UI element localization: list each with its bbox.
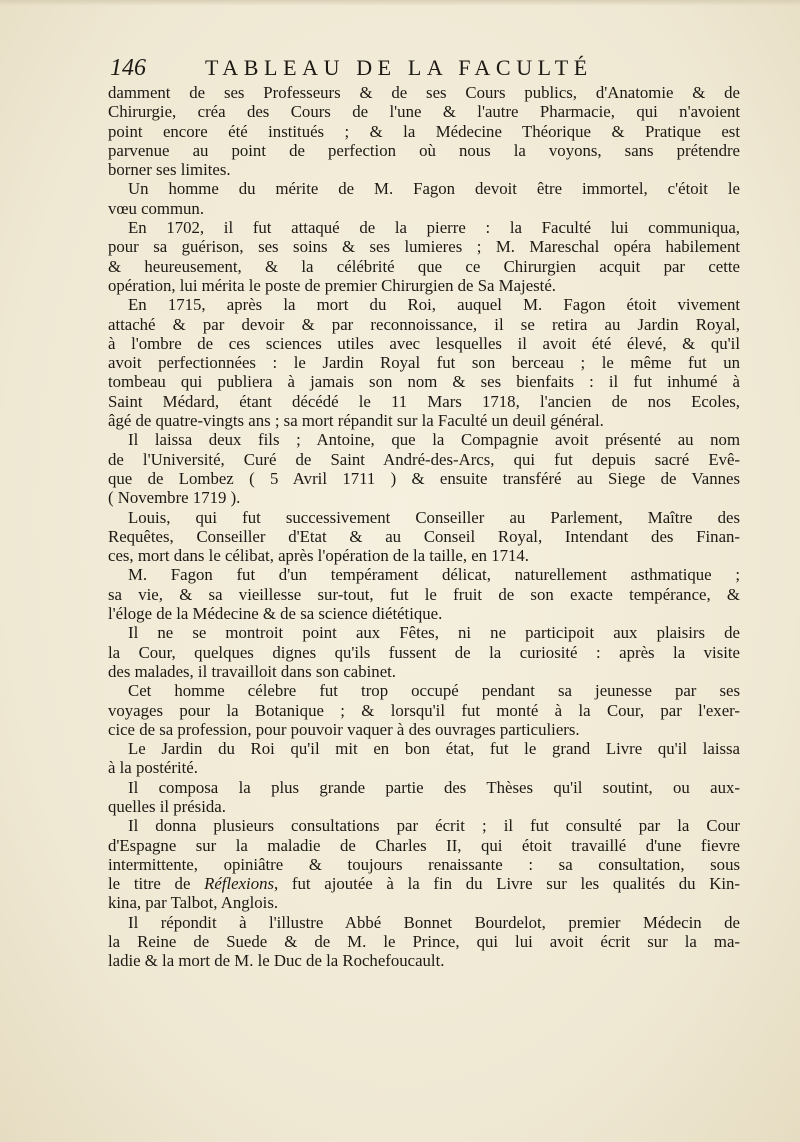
text-line: opération, lui mérita le poste de premier Chirurgien de Sa Majesté.: [108, 275, 556, 295]
text-line: En 1702, il fut attaqué de la pierre : la Faculté lui communiqua,: [128, 218, 740, 238]
running-title: TABLEAU DE LA FACULTÉ: [205, 55, 593, 80]
text-line: la Cour, quelques dignes qu'ils fussent de la curiosité : après la visite: [108, 642, 740, 662]
text-line: Saint Médard, étant décédé le 11 Mars 1718, l'ancien de nos Ecoles,: [108, 391, 740, 411]
italic-title: Réflexions: [204, 874, 275, 894]
page-number: 146: [110, 55, 146, 81]
text-line: kina, par Talbot, Anglois.: [108, 893, 279, 913]
text-line: sa vie, & sa vieillesse sur-tout, fut le fruit de son exacte tempérance, &: [108, 584, 740, 604]
text-line: Il répondit à l'illustre Abbé Bonnet Bourdelot, premier Médecin de: [128, 912, 740, 932]
text-line: Il laissa deux fils ; Antoine, que la Compagnie avoit présenté au nom: [128, 430, 740, 450]
text-line: Il ne se montroit point aux Fêtes, ni ne participoit aux plaisirs de: [128, 623, 740, 643]
body-text: [108, 83, 740, 971]
text-segment: , fut ajoutée à la fin du Livre sur les qualités du Kin-: [274, 874, 741, 894]
text-line: l'éloge de la Médecine & de sa science diététique.: [108, 604, 443, 624]
text-line: Il donna plusieurs consultations par écrit ; il fut consulté par la Cour: [128, 816, 740, 836]
text-line: Requêtes, Conseiller d'Etat & au Conseil Royal, Intendant des Finan-: [108, 526, 740, 546]
text-line: [108, 874, 740, 893]
text-line: Chirurgie, créa des Cours de l'une & l'autre Pharmacie, qui n'avoient: [108, 102, 740, 122]
text-line: attaché & par devoir & par reconnoissance, il se retira au Jardin Royal,: [108, 314, 740, 334]
text-line: & heureusement, & la célébrité que ce Chirurgien acquit par cette: [108, 256, 740, 276]
text-line: ladie & la mort de M. le Duc de la Rochefoucault.: [108, 951, 445, 971]
text-line: des malades, il travailloit dans son cabinet.: [108, 661, 397, 681]
text-line: M. Fagon fut d'un tempérament délicat, naturellement asthmatique ;: [128, 565, 740, 585]
text-line: point encore été institués ; & la Médecine Théorique & Pratique est: [108, 121, 740, 141]
text-line: borner ses limites.: [108, 160, 231, 180]
text-line: pour sa guérison, ses soins & ses lumieres ; M. Mareschal opéra habilement: [108, 237, 740, 257]
text-line: la Reine de Suede & de M. le Prince, qui lui avoit écrit sur la ma-: [108, 932, 740, 952]
text-line: Louis, qui fut successivement Conseiller au Parlement, Maître des: [128, 507, 740, 527]
text-line: âgé de quatre-vingts ans ; sa mort répandit sur la Faculté un deuil général.: [108, 411, 604, 431]
text-line: à l'ombre de ces sciences utiles avec lesquelles il avoit été élevé, & qu'il: [108, 333, 740, 353]
text-line: parvenue au point de perfection où nous la voyons, sans prétendre: [108, 140, 740, 160]
text-line: vœu commun.: [108, 198, 205, 218]
text-line: tombeau qui publiera à jamais son nom & ses bienfaits : il fut inhumé à: [108, 372, 740, 392]
page-edge: [0, 0, 800, 6]
page-header: [110, 55, 730, 85]
text-line: cice de sa profession, pour pouvoir vaquer à des ouvrages particuliers.: [108, 719, 580, 739]
text-line: voyages pour la Botanique ; & lorsqu'il fut monté à la Cour, par l'exer-: [108, 700, 740, 720]
text-line: Le Jardin du Roi qu'il mit en bon état, fut le grand Livre qu'il laissa: [128, 739, 740, 759]
text-line: ces, mort dans le célibat, après l'opération de la taille, en 1714.: [108, 546, 530, 566]
text-line: que de Lombez ( 5 Avril 1711 ) & ensuite transféré au Siege de Vannes: [108, 468, 740, 488]
text-line: Il composa la plus grande partie des Thèses qu'il soutint, ou aux-: [128, 777, 740, 797]
text-segment: le titre de: [108, 874, 205, 894]
text-line: à la postérité.: [108, 758, 198, 778]
text-line: Cet homme célebre fut trop occupé pendant sa jeunesse par ses: [128, 681, 740, 701]
text-line: En 1715, après la mort du Roi, auquel M. Fagon étoit vivement: [128, 295, 740, 315]
text-line: ( Novembre 1719 ).: [108, 488, 241, 508]
text-line: intermittente, opiniâtre & toujours renaissante : sa consultation, sous: [108, 854, 740, 874]
text-line: quelles il présida.: [108, 796, 226, 816]
text-line: avoit perfectionnées : le Jardin Royal fut son berceau ; le même fut un: [108, 353, 740, 373]
text-line: damment de ses Professeurs & de ses Cours publics, d'Anatomie & de: [108, 83, 740, 102]
text-line: Un homme du mérite de M. Fagon devoit être immortel, c'étoit le: [128, 179, 740, 199]
text-line: de l'Université, Curé de Saint André-des-Arcs, qui fut depuis sacré Evê-: [108, 449, 740, 469]
text-line: d'Espagne sur la maladie de Charles II, qui étoit travaillé d'une fievre: [108, 835, 740, 855]
